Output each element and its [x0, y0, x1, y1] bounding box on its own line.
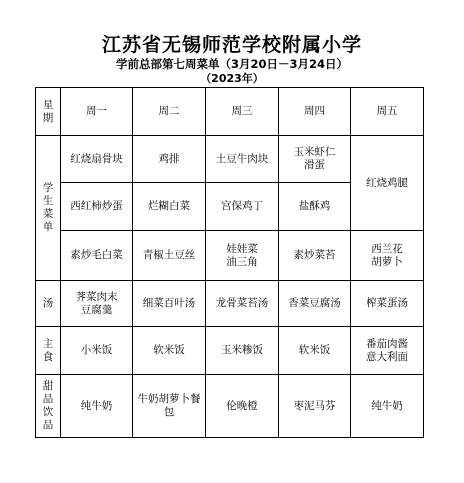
- staple-cell: 小米饭: [61, 327, 133, 375]
- table-row: [36, 136, 424, 183]
- day-header-mon: 周一: [61, 88, 133, 136]
- staple-cell: 软米饭: [133, 327, 206, 375]
- dish-cell: 宫保鸡丁: [206, 183, 279, 231]
- soup-cell: 香菜豆腐汤: [279, 281, 351, 327]
- dish-cell: 娃娃菜 油三角: [206, 231, 279, 281]
- dish-cell: 鸡排: [133, 136, 206, 183]
- dish-cell: 盐酥鸡: [279, 183, 351, 231]
- day-header-thu: 周四: [279, 88, 351, 136]
- table-row: [36, 327, 424, 375]
- dish-cell: 红烧扇骨块: [61, 136, 133, 183]
- soup-cell: 细菜百叶汤: [133, 281, 206, 327]
- dish-cell: 西兰花 胡萝卜: [351, 231, 424, 281]
- day-header-tue: 周二: [133, 88, 206, 136]
- staple-cell: 玉米糁饭: [206, 327, 279, 375]
- dessert-cell: 纯牛奶: [61, 375, 133, 438]
- dish-cell: 土豆牛肉块: [206, 136, 279, 183]
- dish-cell: 玉米虾仁 滑蛋: [279, 136, 351, 183]
- section-label-soup: 汤: [36, 281, 61, 327]
- dish-cell: 青椒土豆丝: [133, 231, 206, 281]
- dish-cell: 素炒菜苔: [279, 231, 351, 281]
- table-row: [36, 281, 424, 327]
- dish-cell: 素炒毛白菜: [61, 231, 133, 281]
- section-label-dessert: 甜 品 饮 品: [36, 375, 61, 438]
- staple-cell: 番茄肉酱 意大利面: [351, 327, 424, 375]
- soup-cell: 龙骨菜苔汤: [206, 281, 279, 327]
- dessert-cell: 纯牛奶: [351, 375, 424, 438]
- page-title: 江苏省无锡师范学校附属小学: [101, 34, 362, 56]
- dessert-cell: 枣泥马芬: [279, 375, 351, 438]
- dish-cell: 烂糊白菜: [133, 183, 206, 231]
- soup-cell: 榨菜蛋汤: [351, 281, 424, 327]
- day-header-wed: 周三: [206, 88, 279, 136]
- table-row: [36, 375, 424, 438]
- dish-cell: 红烧鸡腿: [351, 136, 424, 231]
- staple-cell: 软米饭: [279, 327, 351, 375]
- section-label-staple: 主 食: [36, 327, 61, 375]
- soup-cell: 荠菜肉末 豆腐羹: [61, 281, 133, 327]
- menu-year: （2023年）: [200, 72, 264, 85]
- weekly-menu-table: [35, 87, 424, 438]
- section-label-main-dish: 学 生 菜 单: [36, 136, 61, 281]
- day-header-fri: 周五: [351, 88, 424, 136]
- corner-label: 星 期: [36, 88, 61, 136]
- dessert-cell: 牛奶胡萝卜餐 包: [133, 375, 206, 438]
- header-row: [36, 88, 424, 136]
- dessert-cell: 伦晚橙: [206, 375, 279, 438]
- table-row: [36, 231, 424, 281]
- menu-subtitle: 学前总部第七周菜单（3月20日－3月24日）: [115, 57, 348, 71]
- dish-cell: 西红柿炒蛋: [61, 183, 133, 231]
